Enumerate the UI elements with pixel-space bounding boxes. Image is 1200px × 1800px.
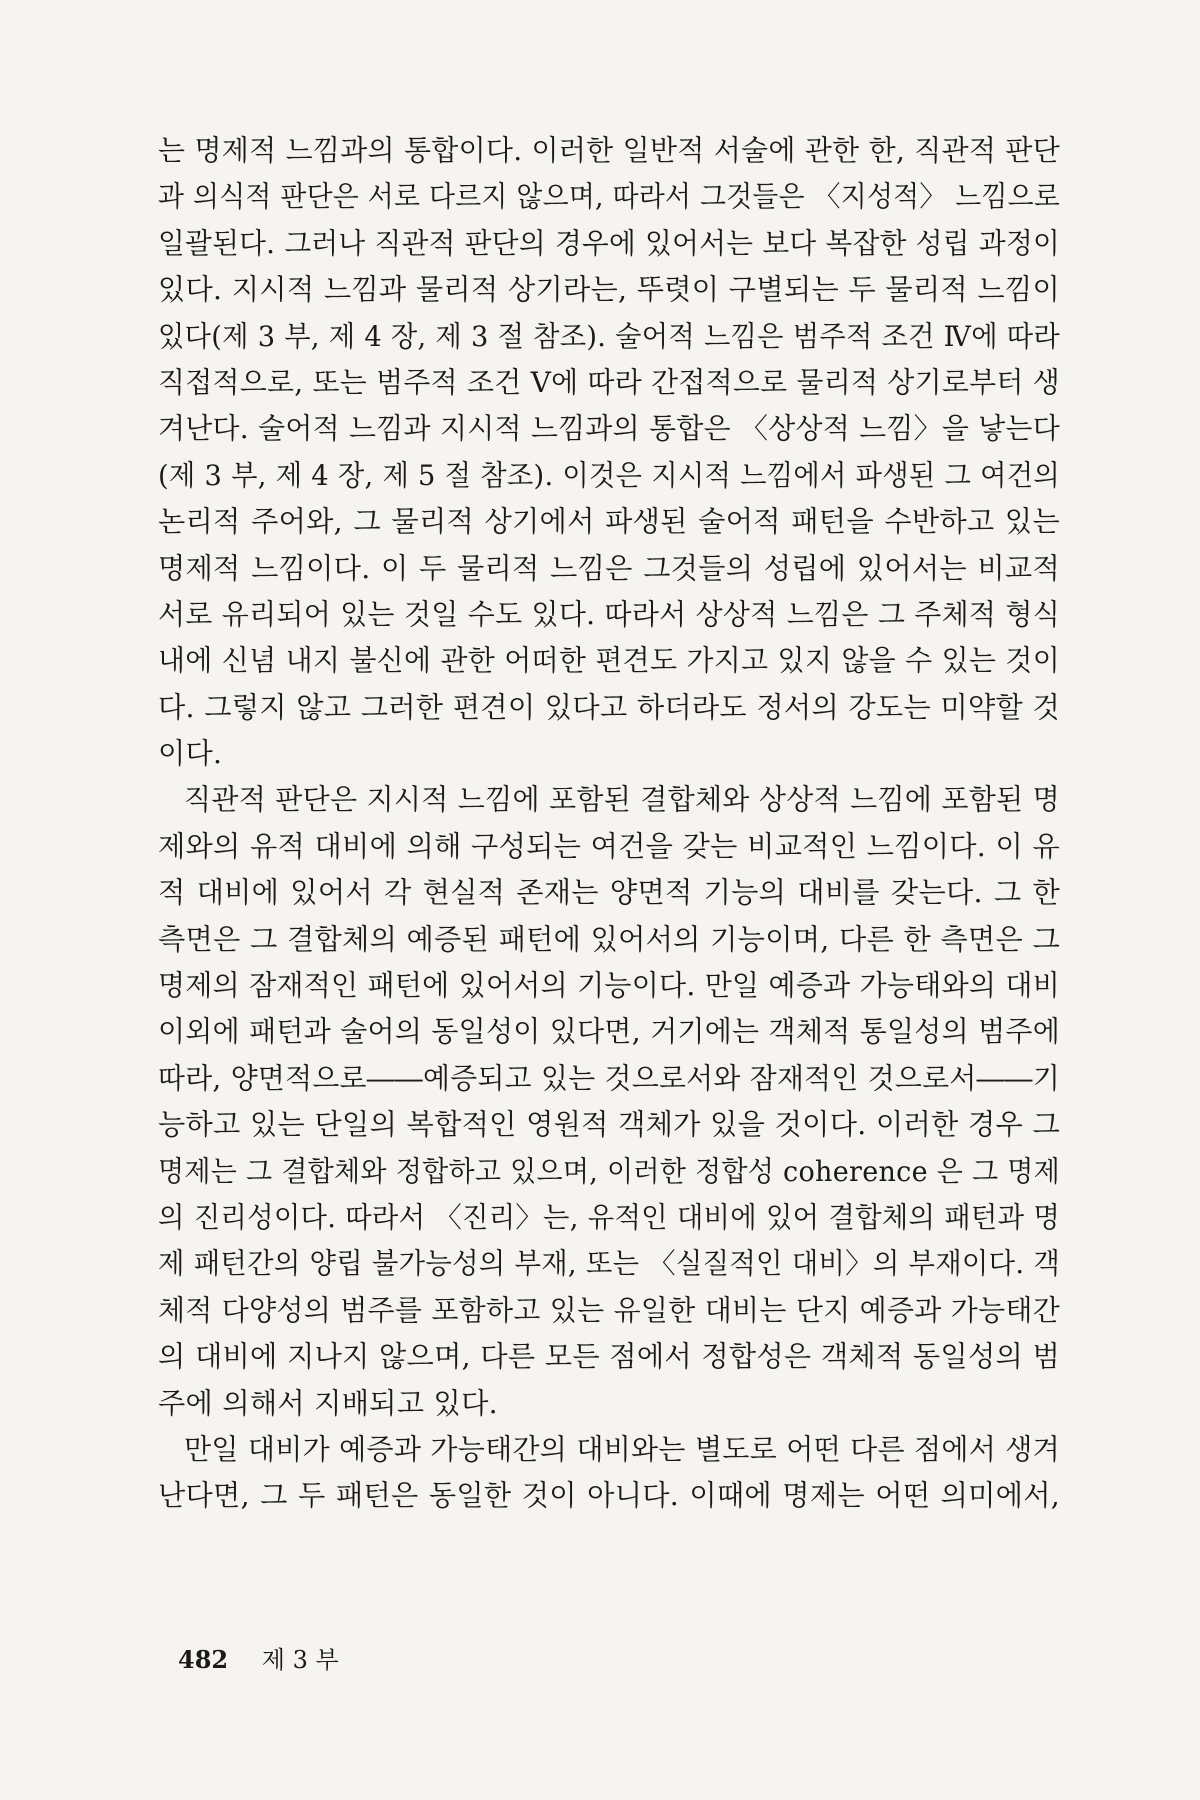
text-line: 서로 유리되어 있는 것일 수도 있다. 따라서 상상적 느낌은 그 주체적 형식 (158, 597, 1060, 631)
page-footer (178, 1640, 339, 1675)
page-number: 482 (178, 1645, 229, 1674)
text-line: 난다면, 그 두 패턴은 동일한 것이 아니다. 이때에 명제는 어떤 의미에서, (158, 1479, 1060, 1513)
text-line: 의 진리성이다. 따라서 〈진리〉는, 유적인 대비에 있어 결합체의 패턴과 명 (158, 1200, 1060, 1234)
text-line: 적 대비에 있어서 각 현실적 존재는 양면적 기능의 대비를 갖는다. 그 한 (158, 876, 1060, 910)
text-line: 직관적 판단은 지시적 느낌에 포함된 결합체와 상상적 느낌에 포함된 명 (184, 783, 1060, 817)
text-line: 체적 다양성의 범주를 포함하고 있는 유일한 대비는 단지 예증과 가능태간 (158, 1293, 1060, 1327)
text-line: 능하고 있는 단일의 복합적인 영원적 객체가 있을 것이다. 이러한 경우 그 (158, 1108, 1060, 1142)
text-line: 명제는 그 결합체와 정합하고 있으며, 이러한 정합성 coherence 은 그 명제 (158, 1154, 1060, 1188)
text-line: 이외에 패턴과 술어의 동일성이 있다면, 거기에는 객체적 통일성의 범주에 (158, 1015, 1060, 1049)
text-line: 다. 그렇지 않고 그러한 편견이 있다고 하더라도 정서의 강도는 미약할 것 (158, 690, 1060, 724)
text-line: 측면은 그 결합체의 예증된 패턴에 있어서의 기능이며, 다른 한 측면은 그 (158, 922, 1060, 956)
text-line: 제 패턴간의 양립 불가능성의 부재, 또는 〈실질적인 대비〉의 부재이다. 객 (158, 1247, 1060, 1281)
text-line: 따라, 양면적으로――예증되고 있는 것으로서와 잠재적인 것으로서――기 (158, 1061, 1060, 1095)
text-line: 제와의 유적 대비에 의해 구성되는 여건을 갖는 비교적인 느낌이다. 이 유 (158, 829, 1060, 863)
text-line: 일괄된다. 그러나 직관적 판단의 경우에 있어서는 보다 복잡한 성립 과정이 (158, 226, 1060, 260)
text-line: 만일 대비가 예증과 가능태간의 대비와는 별도로 어떤 다른 점에서 생겨 (184, 1432, 1060, 1466)
text-line: 있다. 지시적 느낌과 물리적 상기라는, 뚜렷이 구별되는 두 물리적 느낌이 (158, 273, 1060, 307)
text-line: 논리적 주어와, 그 물리적 상기에서 파생된 술어적 패턴을 수반하고 있는 (158, 505, 1060, 539)
text-line: 명제적 느낌이다. 이 두 물리적 느낌은 그것들의 성립에 있어서는 비교적 (158, 551, 1060, 585)
text-line: 주에 의해서 지배되고 있다. (158, 1386, 498, 1420)
text-line: 겨난다. 술어적 느낌과 지시적 느낌과의 통합은 〈상상적 느낌〉을 낳는다 (158, 412, 1060, 446)
text-line: 이다. (158, 737, 223, 771)
text-line: 과 의식적 판단은 서로 다르지 않으며, 따라서 그것들은 〈지성적〉 느낌으로 (158, 180, 1060, 214)
text-line: 있다(제 3 부, 제 4 장, 제 3 절 참조). 술어적 느낌은 범주적 조건 Ⅳ에 따라 (158, 319, 1060, 353)
text-line: (제 3 부, 제 4 장, 제 5 절 참조). 이것은 지시적 느낌에서 파생된 그 여건의 (158, 458, 1060, 492)
text-line: 명제의 잠재적인 패턴에 있어서의 기능이다. 만일 예증과 가능태와의 대비 (158, 969, 1060, 1003)
section-label: 제 3 부 (261, 1646, 339, 1674)
text-line: 의 대비에 지나지 않으며, 다른 모든 점에서 정합성은 객체적 동일성의 범 (158, 1340, 1060, 1374)
text-line: 는 명제적 느낌과의 통합이다. 이러한 일반적 서술에 관한 한, 직관적 판단 (158, 134, 1060, 167)
text-line: 내에 신념 내지 불신에 관한 어떠한 편견도 가지고 있지 않을 수 있는 것이 (158, 644, 1060, 678)
text-line: 직접적으로, 또는 범주적 조건 Ⅴ에 따라 간접적으로 물리적 상기로부터 생 (158, 365, 1060, 399)
body-text (158, 128, 1060, 1520)
